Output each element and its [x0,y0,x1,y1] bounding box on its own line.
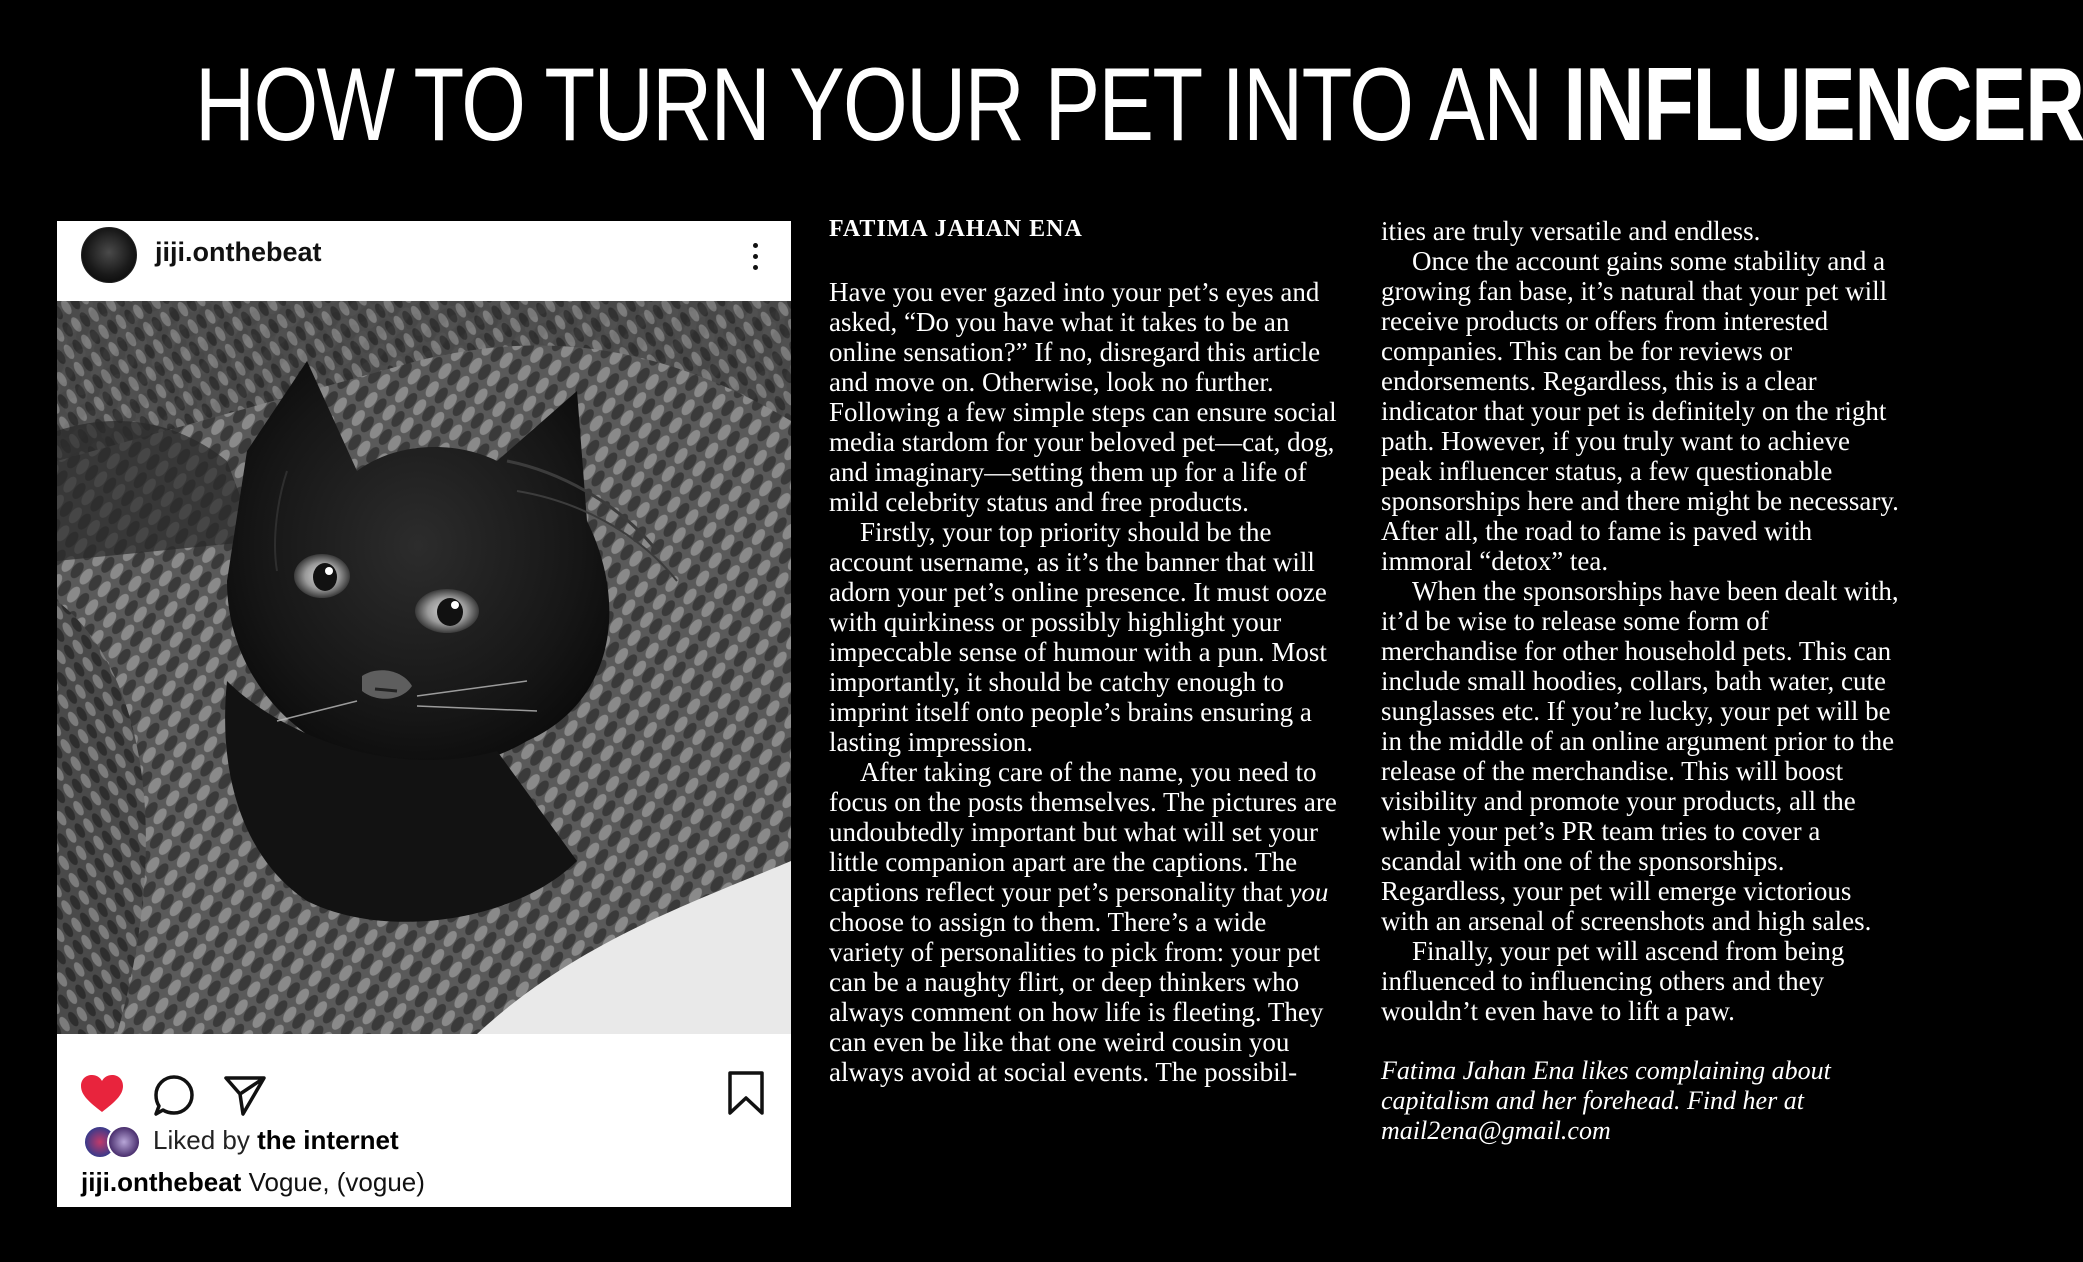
share-icon[interactable] [223,1074,267,1121]
author-bio: Fatima Jahan Ena likes complaining about capitalism and her forehead. Find her at mail2ena@gmail.com [1381,1056,1831,1145]
bookmark-icon[interactable] [727,1070,765,1121]
comment-icon[interactable] [152,1074,196,1123]
byline: FATIMA JAHAN ENA [829,216,1083,242]
paragraph-finally: Finally, your pet will ascend from being influenced to influencing others and they wouldn’t even have to lift a paw. [1381,936,1845,1026]
article-column-2 [1381,216,1899,1146]
emphasis-you: you [1289,877,1329,907]
heart-icon[interactable] [79,1074,125,1119]
post-username[interactable]: jiji.onthebeat [155,237,322,267]
headline-regular: HOW TO TURN YOUR PET INTO AN [195,47,1542,163]
paragraph-intro: Have you ever gazed into your pet’s eyes and asked, “Do you have what it takes to be an online sensation?” If no, disregard this article and move on. Otherwise, look no further. Following a few simple steps can ensure social media stardom for your beloved pet—cat, dog, and imaginary—setting them up for a life of mild celebrity status and free products. [829,277,1337,517]
caption-username[interactable]: jiji.onthebeat [81,1167,242,1197]
post-actions [57,1034,791,1134]
paragraph-posts-continued: ities are truly versatile and endless. [1381,216,1761,246]
post-caption [81,1167,425,1198]
paragraph-merchandise: When the sponsorships have been dealt with, it’d be wise to release some form of merchandise for other household pets. This can include small hoodies, collars, bath water, cute sunglasses etc. If you’re lucky, your pet will be in the middle of an online argument prior to the release of the merchandise. This will boost visibility and promote your products, all the while your pet’s PR team tries to cover a scandal with one of the sponsorships. Regardless, your pet will emerge victorious with an arsenal of screenshots and high sales. [1381,576,1899,936]
article-column-1 [829,277,1341,1087]
more-vertical-icon[interactable] [745,239,765,273]
headline-bold: INFLUENCER [1563,47,2083,163]
avatar[interactable] [81,227,137,283]
headline [195,40,2083,170]
post-header [57,221,791,301]
caption-text: Vogue, (vogue) [248,1167,425,1197]
instagram-post-card [57,221,791,1207]
paragraph-sponsorships: Once the account gains some stability and a growing fan base, it’s natural that your pet will receive products or offers from interested companies. This can be for reviews or endorsements. Regardless, this is a clear indicator that your pet is definitely on the right path. However, if you truly want to achieve peak influencer status, a few questionable sponsorships here and there might be necessary. After all, the road to fame is paved with immoral “detox” tea. [1381,246,1899,576]
paragraph-username: Firstly, your top priority should be the account username, as it’s the banner that will adorn your pet’s online presence. It must ooze with quirkiness or possibly highlight your impeccable sense of humour with a pun. Most importantly, it should be catchy enough to imprint itself onto people’s brains ensuring a lasting impression. [829,517,1327,757]
post-photo-black-kitten [57,301,791,1034]
liker-avatars[interactable] [83,1123,147,1157]
paragraph-posts: After taking care of the name, you need to focus on the posts themselves. The pictures are undoubtedly important but what will set your little companion apart are the captions. The captions reflect your pet’s personality that you choose to assign to them. There’s a wide variety of personalities to pick from: your pet can be a naughty flirt, or deep thinkers who always comment on how life is fleeting. They can even be like that one weird cousin you always avoid at social events. The possibil- [829,757,1337,1087]
liked-by-prefix: Liked by [153,1125,250,1155]
liked-by-name[interactable]: the internet [257,1125,399,1155]
liked-by-text[interactable] [153,1125,399,1156]
